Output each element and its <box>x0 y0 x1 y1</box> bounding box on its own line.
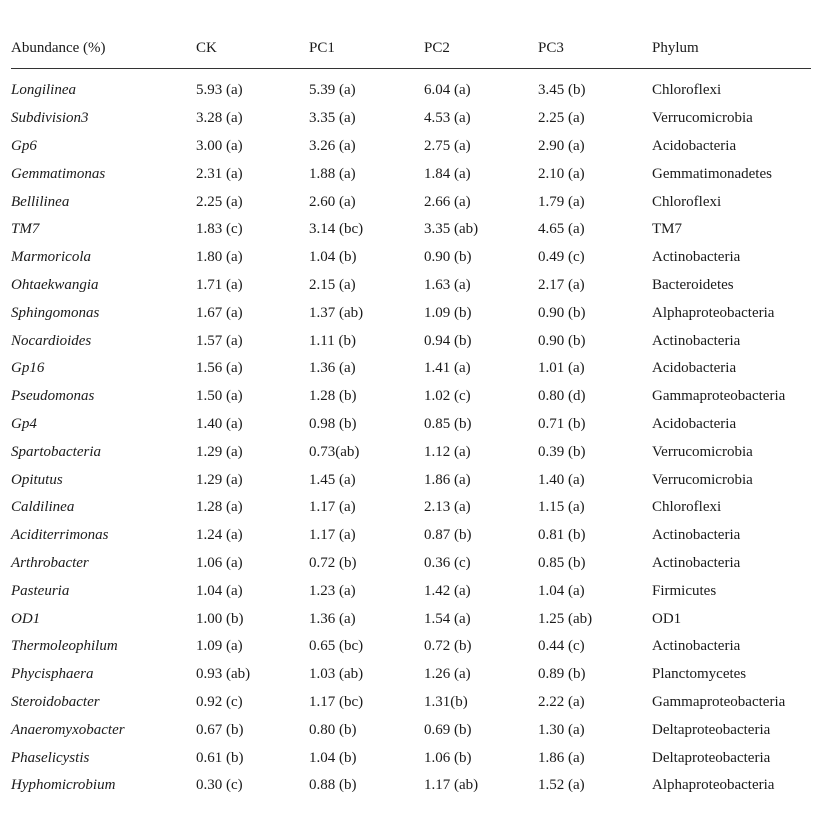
cell-phylum: Verrucomicrobia <box>652 110 753 127</box>
cell-pc2: 1.12 (a) <box>424 443 471 460</box>
cell-pc2: 1.42 (a) <box>424 582 471 599</box>
cell-pc3: 4.65 (a) <box>538 221 585 238</box>
cell-pc2: 0.72 (b) <box>424 638 472 655</box>
table-row <box>11 772 811 800</box>
cell-pc2: 0.87 (b) <box>424 527 472 544</box>
cell-pc2: 2.75 (a) <box>424 137 471 154</box>
cell-ck: 1.57 (a) <box>196 332 243 349</box>
cell-phylum: Chloroflexi <box>652 82 722 99</box>
cell-ck: 1.09 (a) <box>196 638 243 655</box>
table-row <box>11 438 811 466</box>
table-row <box>11 633 811 661</box>
cell-phylum: Deltaproteobacteria <box>652 721 771 738</box>
cell-pc3: 2.17 (a) <box>538 276 585 293</box>
cell-genus: Pseudomonas <box>11 388 95 405</box>
cell-genus: Opitutus <box>11 471 63 488</box>
cell-pc2: 3.35 (ab) <box>424 221 479 238</box>
cell-ck: 0.93 (ab) <box>196 666 251 683</box>
cell-ck: 3.00 (a) <box>196 137 243 154</box>
cell-pc2: 1.06 (b) <box>424 749 472 766</box>
header-abundance: Abundance (%) <box>11 28 196 69</box>
table-row <box>11 272 811 300</box>
cell-pc1: 1.28 (b) <box>309 388 357 405</box>
cell-pc3: 2.25 (a) <box>538 110 585 127</box>
table-row <box>11 550 811 578</box>
cell-pc3: 2.22 (a) <box>538 693 585 710</box>
cell-pc3: 2.10 (a) <box>538 165 585 182</box>
cell-pc1: 1.37 (ab) <box>309 304 364 321</box>
cell-pc1: 2.15 (a) <box>309 276 356 293</box>
header-pc3: PC3 <box>538 28 652 69</box>
cell-ck: 1.56 (a) <box>196 360 243 377</box>
table-row <box>11 522 811 550</box>
cell-genus: Ohtaekwangia <box>11 276 99 293</box>
cell-pc1: 1.23 (a) <box>309 582 356 599</box>
cell-ck: 0.61 (b) <box>196 749 244 766</box>
header-pc2: PC2 <box>424 28 538 69</box>
cell-ck: 1.50 (a) <box>196 388 243 405</box>
cell-genus: OD1 <box>11 610 41 627</box>
cell-genus: Subdivision3 <box>11 110 89 127</box>
cell-genus: Gemmatimonas <box>11 165 106 182</box>
cell-pc1: 0.88 (b) <box>309 777 357 794</box>
table-row <box>11 494 811 522</box>
cell-pc3: 1.86 (a) <box>538 749 585 766</box>
cell-pc1: 3.35 (a) <box>309 110 356 127</box>
cell-ck: 2.31 (a) <box>196 165 243 182</box>
cell-pc1: 1.17 (a) <box>309 527 356 544</box>
cell-genus: Gp16 <box>11 360 45 377</box>
header-pc1: PC1 <box>309 28 424 69</box>
cell-pc3: 1.01 (a) <box>538 360 585 377</box>
cell-pc1: 3.14 (bc) <box>309 221 364 238</box>
cell-pc2: 1.84 (a) <box>424 165 471 182</box>
cell-pc2: 2.66 (a) <box>424 193 471 210</box>
cell-pc3: 0.90 (b) <box>538 332 586 349</box>
table-row <box>11 689 811 717</box>
cell-ck: 1.29 (a) <box>196 443 243 460</box>
cell-phylum: Acidobacteria <box>652 137 737 154</box>
cell-ck: 1.00 (b) <box>196 610 244 627</box>
cell-pc2: 1.17 (ab) <box>424 777 479 794</box>
table-row <box>11 188 811 216</box>
header-row <box>11 28 811 69</box>
cell-pc3: 3.45 (b) <box>538 82 586 99</box>
cell-genus: Bellilinea <box>11 193 70 210</box>
cell-pc1: 1.17 (a) <box>309 499 356 516</box>
cell-ck: 1.28 (a) <box>196 499 243 516</box>
cell-phylum: Alphaproteobacteria <box>652 304 775 321</box>
cell-pc2: 2.13 (a) <box>424 499 471 516</box>
cell-pc3: 1.52 (a) <box>538 777 585 794</box>
cell-pc3: 1.40 (a) <box>538 471 585 488</box>
cell-pc1: 0.65 (bc) <box>309 638 364 655</box>
cell-phylum: Gemmatimonadetes <box>652 165 772 182</box>
cell-pc1: 5.39 (a) <box>309 82 356 99</box>
cell-pc1: 0.73(ab) <box>309 443 360 460</box>
cell-ck: 2.25 (a) <box>196 193 243 210</box>
cell-phylum: Gammaproteobacteria <box>652 693 786 710</box>
cell-pc1: 1.88 (a) <box>309 165 356 182</box>
cell-genus: Gp6 <box>11 137 37 154</box>
cell-pc2: 0.90 (b) <box>424 249 472 266</box>
cell-pc3: 0.49 (c) <box>538 249 585 266</box>
cell-genus: Thermoleophilum <box>11 638 118 655</box>
cell-phylum: TM7 <box>652 221 682 238</box>
table-row <box>11 744 811 772</box>
cell-ck: 1.83 (c) <box>196 221 243 238</box>
cell-phylum: OD1 <box>652 610 682 627</box>
cell-genus: Caldilinea <box>11 499 75 516</box>
cell-pc1: 1.04 (b) <box>309 749 357 766</box>
cell-ck: 1.80 (a) <box>196 249 243 266</box>
table-row <box>11 216 811 244</box>
cell-phylum: Actinobacteria <box>652 249 741 266</box>
cell-pc1: 3.26 (a) <box>309 137 356 154</box>
cell-pc2: 0.85 (b) <box>424 415 472 432</box>
cell-pc3: 0.80 (d) <box>538 388 586 405</box>
cell-pc3: 0.90 (b) <box>538 304 586 321</box>
table-row <box>11 69 811 105</box>
cell-pc2: 1.26 (a) <box>424 666 471 683</box>
cell-pc1: 2.60 (a) <box>309 193 356 210</box>
cell-pc1: 0.80 (b) <box>309 721 357 738</box>
cell-pc1: 1.17 (bc) <box>309 693 364 710</box>
cell-pc3: 0.85 (b) <box>538 554 586 571</box>
table-header <box>11 28 811 69</box>
cell-pc1: 1.45 (a) <box>309 471 356 488</box>
cell-ck: 0.92 (c) <box>196 693 243 710</box>
cell-phylum: Verrucomicrobia <box>652 443 753 460</box>
table-row <box>11 411 811 439</box>
table-row <box>11 383 811 411</box>
cell-pc3: 0.71 (b) <box>538 415 586 432</box>
abundance-table <box>11 28 811 800</box>
cell-pc2: 0.36 (c) <box>424 554 471 571</box>
cell-pc3: 0.44 (c) <box>538 638 585 655</box>
table-row <box>11 716 811 744</box>
cell-phylum: Firmicutes <box>652 582 717 599</box>
cell-pc3: 2.90 (a) <box>538 137 585 154</box>
cell-genus: Nocardioides <box>11 332 92 349</box>
cell-genus: Pasteuria <box>11 582 70 599</box>
cell-pc3: 1.79 (a) <box>538 193 585 210</box>
cell-pc3: 1.25 (ab) <box>538 610 593 627</box>
cell-pc1: 1.36 (a) <box>309 360 356 377</box>
cell-phylum: Acidobacteria <box>652 360 737 377</box>
cell-genus: Steroidobacter <box>11 693 100 710</box>
cell-genus: Longilinea <box>11 82 77 99</box>
cell-phylum: Verrucomicrobia <box>652 471 753 488</box>
cell-phylum: Deltaproteobacteria <box>652 749 771 766</box>
cell-phylum: Gammaproteobacteria <box>652 388 786 405</box>
cell-genus: Spartobacteria <box>11 443 101 460</box>
cell-pc3: 1.30 (a) <box>538 721 585 738</box>
table-row <box>11 105 811 133</box>
cell-pc2: 1.41 (a) <box>424 360 471 377</box>
cell-pc1: 1.03 (ab) <box>309 666 364 683</box>
cell-ck: 1.06 (a) <box>196 554 243 571</box>
cell-phylum: Acidobacteria <box>652 415 737 432</box>
cell-ck: 0.67 (b) <box>196 721 244 738</box>
cell-phylum: Actinobacteria <box>652 638 741 655</box>
cell-genus: Gp4 <box>11 415 37 432</box>
cell-genus: Aciditerrimonas <box>11 527 109 544</box>
cell-phylum: Chloroflexi <box>652 193 722 210</box>
cell-phylum: Bacteroidetes <box>652 276 734 293</box>
cell-pc3: 0.81 (b) <box>538 527 586 544</box>
cell-genus: Phaselicystis <box>11 749 90 766</box>
cell-genus: Anaeromyxobacter <box>11 721 125 738</box>
cell-pc2: 1.31(b) <box>424 693 468 710</box>
table-row <box>11 244 811 272</box>
cell-pc2: 6.04 (a) <box>424 82 471 99</box>
cell-phylum: Actinobacteria <box>652 527 741 544</box>
table-row <box>11 355 811 383</box>
cell-pc3: 0.89 (b) <box>538 666 586 683</box>
cell-pc1: 1.04 (b) <box>309 249 357 266</box>
table-row <box>11 661 811 689</box>
cell-ck: 1.04 (a) <box>196 582 243 599</box>
cell-ck: 1.71 (a) <box>196 276 243 293</box>
cell-genus: Hyphomicrobium <box>11 777 116 794</box>
cell-pc2: 1.09 (b) <box>424 304 472 321</box>
cell-ck: 3.28 (a) <box>196 110 243 127</box>
cell-phylum: Chloroflexi <box>652 499 722 516</box>
cell-pc2: 1.86 (a) <box>424 471 471 488</box>
header-phylum: Phylum <box>652 28 811 69</box>
cell-ck: 1.24 (a) <box>196 527 243 544</box>
cell-ck: 0.30 (c) <box>196 777 243 794</box>
cell-genus: Phycisphaera <box>11 666 94 683</box>
table-row <box>11 605 811 633</box>
cell-phylum: Planctomycetes <box>652 666 747 683</box>
cell-ck: 5.93 (a) <box>196 82 243 99</box>
cell-pc3: 1.04 (a) <box>538 582 585 599</box>
cell-pc2: 1.54 (a) <box>424 610 471 627</box>
cell-genus: Marmoricola <box>11 249 91 266</box>
cell-phylum: Alphaproteobacteria <box>652 777 775 794</box>
cell-pc2: 0.94 (b) <box>424 332 472 349</box>
cell-ck: 1.40 (a) <box>196 415 243 432</box>
table-row <box>11 466 811 494</box>
table-row <box>11 327 811 355</box>
cell-genus: TM7 <box>11 221 40 238</box>
cell-ck: 1.67 (a) <box>196 304 243 321</box>
cell-pc1: 1.36 (a) <box>309 610 356 627</box>
table-row <box>11 299 811 327</box>
cell-pc1: 0.98 (b) <box>309 415 357 432</box>
cell-pc2: 1.63 (a) <box>424 276 471 293</box>
cell-genus: Arthrobacter <box>11 554 89 571</box>
table-row <box>11 577 811 605</box>
table-row <box>11 133 811 161</box>
cell-pc2: 4.53 (a) <box>424 110 471 127</box>
cell-phylum: Actinobacteria <box>652 554 741 571</box>
cell-ck: 1.29 (a) <box>196 471 243 488</box>
table-row <box>11 160 811 188</box>
cell-pc1: 0.72 (b) <box>309 554 357 571</box>
cell-pc1: 1.11 (b) <box>309 332 356 349</box>
table-body <box>11 69 811 800</box>
cell-genus: Sphingomonas <box>11 304 100 321</box>
cell-pc3: 0.39 (b) <box>538 443 586 460</box>
cell-pc2: 0.69 (b) <box>424 721 472 738</box>
cell-pc2: 1.02 (c) <box>424 388 471 405</box>
header-ck: CK <box>196 28 309 69</box>
cell-phylum: Actinobacteria <box>652 332 741 349</box>
cell-pc3: 1.15 (a) <box>538 499 585 516</box>
